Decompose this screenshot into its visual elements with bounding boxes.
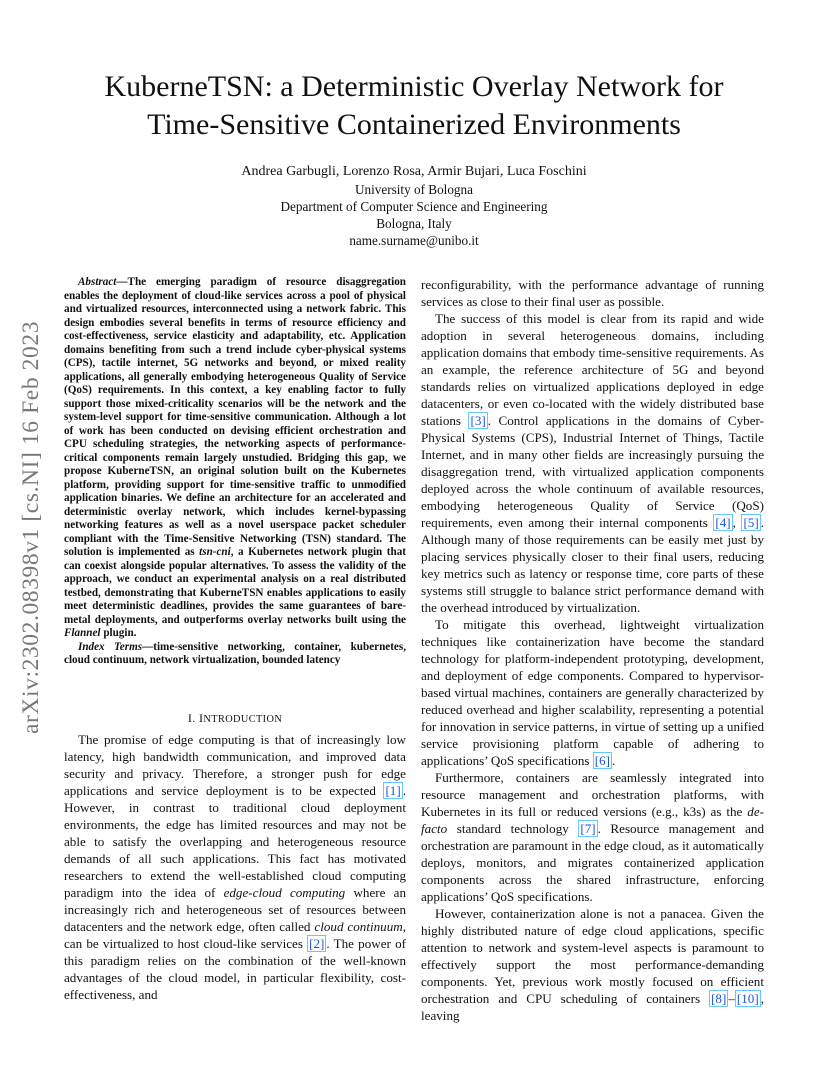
citation-link-7[interactable]: [7] <box>580 821 596 836</box>
de-facto-term: de-facto <box>421 804 764 836</box>
text-run: . <box>612 753 616 768</box>
cloud-continuum-term: cloud continuum <box>314 919 403 934</box>
text-run: The promise of edge computing is that of increasingly low latency, high bandwidth communication, and improved data security and privacy. Therefore, a stronger push for edge applications and service deployment is to be expected <box>64 732 406 798</box>
section-number: I. <box>187 711 196 725</box>
text-run: . Control applications in the domains of Cyber-Physical Systems (CPS), Industrial Internet of Things, Tactile Internet, and in many other fields are increasingly pursuing the disaggregation trend, with virtualized application components deployed across the whole continuum of available resources, embodying heterogeneous Quality of Service (QoS) requirements, even among their internal components <box>421 413 764 530</box>
text-run: standard technology <box>447 821 579 836</box>
text-run: The success of this model is clear from its rapid and wide adoption in several heterogeneous domains, including application domains that embody time-sensitive requirements. As an example, the reference architecture of 5G and beyond standards relies on virtualized applications deployed in edge datacenters, or even co-located with the widely distributed base stations <box>421 311 764 428</box>
abstract-plugin-name: tsn-cni <box>199 546 231 558</box>
section-title-rest: NTRODUCTION <box>203 714 283 725</box>
citation-link-3[interactable]: [3] <box>470 413 486 428</box>
text-run: , can be virtualized to host cloud-like services <box>64 919 406 951</box>
abstract-block <box>64 276 406 668</box>
abstract-text: —The emerging paradigm of resource disaggregation enables the deployment of cloud-like services across a pool of physical and virtualized resources, interconnected using a network fabric. This design embodies several benefits in terms of resource efficiency and cost-effectiveness, service elasticity and adaptability, etc. Application domains benefiting from such a trend include cyber-physical systems (CPS), tactile internet, 5G networks and beyond, or mixed reality applications, all generally embodying heterogeneous Quality of Service (QoS) requirements. In this context, a key enabling factor to fully support those mixed-criticality scenarios will be the network and the system-level support for time-sensitive communication. Although a lot of work has been conducted on devising efficient orchestration and CPU scheduling strategies, the networking aspects of performance-critical components remain largely unstudied. Bridging this gap, we propose KuberneTSN, an original solution built on the Kubernetes platform, providing support for time-sensitive traffic to unmodified application binaries. We define an architecture for an accelerated and deterministic overlay network, which includes kernel-bypassing networking features as well as a novel userspace packet scheduler compliant with the Time-Sensitive Networking (TSN) standard. The solution is implemented as <box>64 276 406 558</box>
arxiv-id-text: arXiv:2302.08398v1 [cs.NI] 16 Feb 2023 <box>18 320 45 734</box>
text-run: . The power of this paradigm relies on the combination of the well-known advantages of the cloud model, in particular flexibility, cost-effectiveness, and <box>64 936 407 1002</box>
index-terms-label: Index Terms <box>78 640 143 653</box>
citation-link-2[interactable]: [2] <box>309 936 325 951</box>
intro-paragraph-3 <box>421 616 764 769</box>
right-column-body <box>421 276 764 1024</box>
title-line-2: Time-Sensitive Containerized Environments <box>147 108 681 141</box>
title-line-1: KuberneTSN: a Deterministic Overlay Network for <box>104 70 724 103</box>
text-run: . Although many of those requirements can be easily met just by placing services physically closer to their final users, reducing key metrics such as latency or response time, core parts of these systems still struggle to balance strict performance demand with the overhead introduced by virtualization. <box>421 515 764 615</box>
abstract-paragraph <box>64 276 406 641</box>
paper-title <box>60 68 768 144</box>
citation-link-5[interactable]: [5] <box>743 515 759 530</box>
text-run: . Resource management and orchestration are paramount in the edge cloud, as it automatically deploys, monitors, and migrates containerized application components across the shared infrastructure, enforcing applications’ QoS specifications. <box>421 821 764 904</box>
index-terms-paragraph <box>64 641 406 668</box>
text-run: , leaving <box>421 991 764 1023</box>
text-run: – <box>728 991 735 1006</box>
arxiv-identifier-sidebar <box>16 296 48 758</box>
section-title-initial: I <box>199 711 204 725</box>
abstract-text-2: , a Kubernetes network plugin that can coexist alongside popular alternatives. To assess the validity of the approach, we conduct an experimental analysis on a real distributed testbed, demonstrating that KuberneTSN enables applications to easily meet deterministic deadlines, provides the same guarantees of bare-metal deployments, and outperforms overlay networks built using the <box>64 546 406 626</box>
left-column-body <box>64 731 406 1003</box>
author-location: Bologna, Italy <box>376 216 452 231</box>
citation-link-1[interactable]: [1] <box>385 783 401 798</box>
text-run: , <box>732 515 742 530</box>
text-run: where an increasingly rich and heterogeneous set of resources between datacenters and the network edge, often called <box>64 885 406 934</box>
intro-paragraph-1 <box>64 731 406 1003</box>
edge-cloud-term: edge-cloud computing <box>223 885 346 900</box>
text-run: . However, in contrast to traditional cloud deployment environments, the edge has limited resources and may not be able to satisfy the overlapping and heterogeneous resource demands of all such applications. This fact has motivated researchers to extend the well-established cloud computing paradigm into the idea of <box>64 783 406 900</box>
text-run: However, containerization alone is not a panacea. Given the highly distributed nature of edge cloud applications, specific attention to network and system-level aspects is paramount to effectively support the most performance-demanding components. Yet, previous work mostly focused on efficient orchestration and CPU scheduling of containers <box>421 906 764 1006</box>
author-department: Department of Computer Science and Engineering <box>280 199 548 214</box>
intro-paragraph-4 <box>421 769 764 905</box>
abstract-label: Abstract <box>78 276 117 288</box>
author-block <box>160 163 668 249</box>
intro-paragraph-2 <box>421 310 764 616</box>
intro-paragraph-5 <box>421 905 764 1024</box>
citation-link-10[interactable]: [10] <box>736 991 759 1006</box>
author-email: name.surname@unibo.it <box>349 233 479 248</box>
citation-link-8[interactable]: [8] <box>711 991 727 1006</box>
section-heading-introduction <box>64 711 406 726</box>
author-affiliation: University of Bologna <box>355 182 473 197</box>
abstract-text-3: plugin. <box>100 627 137 639</box>
text-run: Furthermore, containers are seamlessly integrated into resource management and orchestration platforms, with Kubernetes in its full or reduced versions (e.g., k3s) as the <box>421 770 764 819</box>
citation-link-6[interactable]: [6] <box>594 753 611 768</box>
intro-paragraph-continued: reconfigurability, with the performance advantage of running services as close to their final user as possible. <box>421 277 764 309</box>
author-names: Andrea Garbugli, Lorenzo Rosa, Armir Bujari, Luca Foschini <box>241 164 587 179</box>
abstract-flannel: Flannel <box>64 627 101 639</box>
citation-link-4[interactable]: [4] <box>715 515 731 530</box>
text-run: To mitigate this overhead, lightweight virtualization techniques like containerization have become the standard technology for platform-independent prototyping, development, and deployment of edge components. Compared to hypervisor-based virtual machines, containers are generally characterized by reduced overhead and higher scalability, representing a potential for innovation in service patterns, in virtue of setting up a unified service provisioning platform capable of adhering to applications’ QoS specifications <box>421 617 764 768</box>
index-terms-text: —time-sensitive networking, container, kubernetes, cloud continuum, network virtualization, bounded latency <box>64 640 407 666</box>
